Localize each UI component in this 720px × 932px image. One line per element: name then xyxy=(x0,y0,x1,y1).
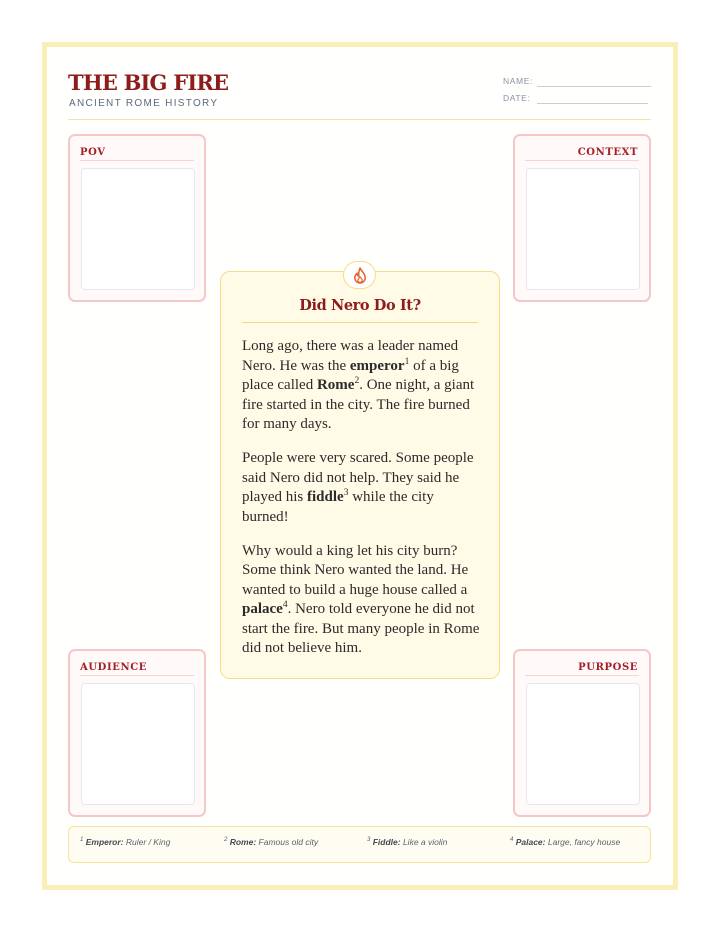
story-divider xyxy=(242,322,478,323)
footnote-ref-2: 2 xyxy=(354,376,360,386)
flame-icon xyxy=(353,267,367,284)
term-fiddle: fiddle xyxy=(307,489,344,505)
context-divider xyxy=(525,160,639,161)
flame-badge xyxy=(343,261,376,289)
glossary-item: $^1$ Emperor: Ruler / King xyxy=(80,837,171,847)
term-palace: palace xyxy=(242,601,283,617)
page-subtitle: ANCIENT ROME HISTORY xyxy=(69,98,219,109)
footnote-ref-3: 3 xyxy=(343,488,349,498)
term-rome: Rome xyxy=(316,377,355,393)
audience-write-area[interactable] xyxy=(81,683,195,805)
purpose-label: PURPOSE xyxy=(578,662,638,673)
page-title: THE BIG FIRE xyxy=(68,70,229,95)
purpose-box xyxy=(513,649,651,817)
glossary-item: $^3$ Fiddle: Like a violin xyxy=(367,837,448,847)
term-emperor: emperor xyxy=(349,357,405,374)
audience-box xyxy=(68,649,206,817)
date-label: DATE: xyxy=(503,93,531,103)
story-paragraph-2: People were very scared. Some people said Nero did not help. They said he played his fiddle$^3$ while the city burned! xyxy=(242,450,474,525)
purpose-divider xyxy=(525,675,639,676)
story-title: Did Nero Do It? xyxy=(299,297,421,314)
glossary-item: $^4$ Palace: Large, fancy house xyxy=(510,837,621,847)
header-divider xyxy=(68,119,651,120)
context-label: CONTEXT xyxy=(577,147,638,158)
pov-divider xyxy=(80,160,194,161)
pov-label: POV xyxy=(80,147,106,158)
pov-box xyxy=(68,134,206,302)
context-write-area[interactable] xyxy=(526,168,640,290)
audience-divider xyxy=(80,675,194,676)
footnote-ref-4: 4 xyxy=(282,600,288,610)
story-paragraph-1: Long ago, there was a leader named Nero. He was the emperor$^1$ of a big place called Rome$^2$. One night, a giant fire started in the city. The fire burned for many days. xyxy=(242,338,475,432)
audience-label: AUDIENCE xyxy=(80,662,147,673)
name-label: NAME: xyxy=(503,76,533,86)
glossary-item: $^2$ Rome: Famous old city xyxy=(224,837,319,847)
context-box xyxy=(513,134,651,302)
date-field[interactable] xyxy=(537,103,648,104)
footnote-ref-1: 1 xyxy=(404,356,410,367)
name-field[interactable] xyxy=(537,86,651,87)
purpose-write-area[interactable] xyxy=(526,683,640,805)
story-paragraph-3: Why would a king let his city burn? Some think Nero wanted the land. He wanted to build a huge house called a palace$^4$. Nero told everyone he did not start the fire. But many people in Rome did not believe him. xyxy=(242,542,480,656)
pov-write-area[interactable] xyxy=(81,168,195,290)
story-text xyxy=(242,337,482,673)
